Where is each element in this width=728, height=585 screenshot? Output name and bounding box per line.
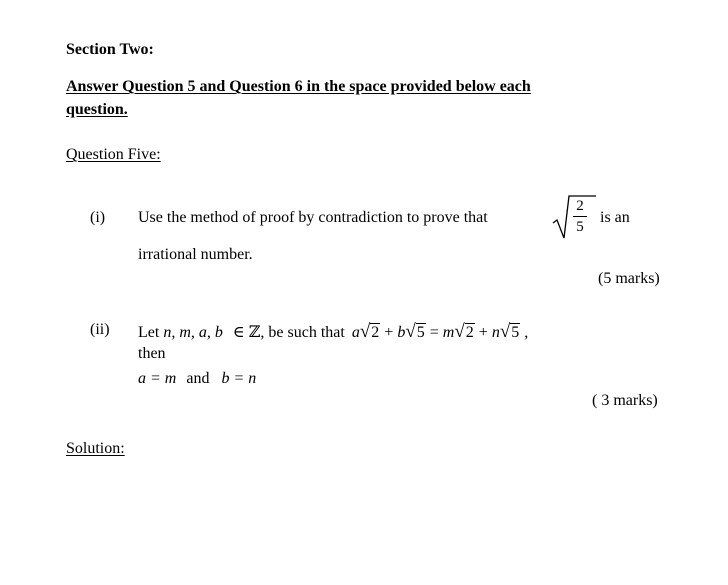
part-i-text-line-2: irrational number. <box>138 246 253 263</box>
part-ii-statement <box>138 321 528 343</box>
conclusion-and: and <box>186 370 210 387</box>
sqrt-two-fifths-expression <box>552 191 596 241</box>
question-title: Question Five: <box>66 146 161 163</box>
plus-sign-2: + <box>478 324 488 341</box>
conclusion-b-equals-n: b = n <box>221 370 257 387</box>
solution-label: Solution: <box>66 440 125 457</box>
part-i-text <box>138 209 488 227</box>
part-ii-coef-n: n <box>491 324 500 341</box>
instruction-line-2: question. <box>66 101 128 118</box>
part-ii-vars: n, m, a, b <box>163 324 223 341</box>
equals-sign: = <box>429 324 439 341</box>
instruction-line-1: Answer Question 5 and Question 6 in the space provided below each <box>66 78 531 95</box>
part-ii-conclusion <box>138 370 256 388</box>
sqrt-five-2: √5 <box>499 321 520 342</box>
sqrt-two-2: √2 <box>454 321 474 342</box>
part-ii-then: then <box>138 345 166 362</box>
part-ii-such-that: , be such that <box>260 324 345 341</box>
part-ii-coef-a: a <box>351 324 360 341</box>
fraction-denominator: 5 <box>576 219 584 235</box>
part-i-text-before: Use the method of proof by contradiction to prove that <box>138 209 488 226</box>
sqrt-five-1: √5 <box>405 321 425 342</box>
fraction-bar <box>573 216 587 217</box>
part-ii-comma: , <box>524 324 529 341</box>
part-ii-integers-symbol: ℤ <box>248 324 261 341</box>
plus-sign-1: + <box>384 324 394 341</box>
part-ii-label: (ii) <box>90 321 110 338</box>
part-ii-member-symbol: ∈ <box>232 324 245 341</box>
part-i-marks: (5 marks) <box>598 270 660 287</box>
part-ii-marks: ( 3 marks) <box>592 392 658 409</box>
sqrt-two-1: √2 <box>359 321 380 342</box>
conclusion-a-equals-m: a = m <box>138 370 177 387</box>
part-ii-coef-m: m <box>442 324 455 341</box>
part-i-text-after: is an <box>600 209 630 226</box>
part-i-label: (i) <box>90 209 106 226</box>
fraction-numerator: 2 <box>576 198 584 214</box>
part-ii-let: Let <box>138 324 160 341</box>
part-ii-coef-b: b <box>397 324 406 341</box>
section-heading: Section Two: <box>66 41 154 58</box>
